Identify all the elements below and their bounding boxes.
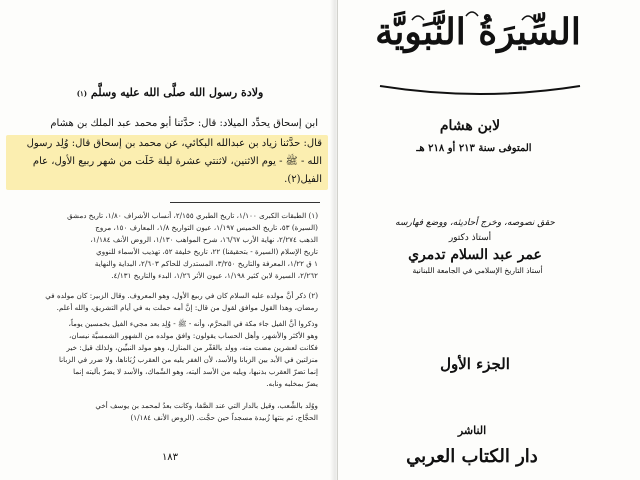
highlighted-line: الله - ﷺ - يوم الاثنين، لاثنتي عشرة ليلة خَلَت من شهر ربيع الأول، عام — [32, 156, 322, 167]
footnote-line: (١) الطبقات الكبرى ١/١٠٠، تاريخ الطبري ٢/١٥٥، أنساب الأشراف ١/٨٠، تاريخ دمشق — [67, 211, 318, 220]
footnote-line: (٢) ذكر أنَّ مولده عليه السلام كان في ربيع الأول، وهو المعروف. وقال الزبير: كان مولده في — [45, 291, 318, 300]
footnote-line: منزلتين في الأبد بين الزبانا والأسد، لأن الغفر يليه من العقرب زُبَاناها، ولا ضرر في الزبانا — [58, 355, 318, 364]
footnote-line: الذهب ٢/٢٧٤، نهاية الأرب ١٦/٦٧، شرح المواهب ١/١٣٠، الروض الأنف ١/١٨٤، — [90, 235, 318, 244]
intro-line: ابن إسحاق يحدِّد الميلاد: قال: حدَّثنا أبو محمد عبد الملك بن هشام — [50, 118, 318, 129]
footnote-line: وهو الأكثر والأشهر، وأهل الحساب يقولون: وافق مولده من الشهور الشمسيَّة نيسان، — [69, 331, 318, 340]
book-title: السِّيرَةُ النَّبَويَّة — [375, 11, 581, 53]
footnote-line: ١ ق ١/٢٢، المعرفة والتاريخ ٣/٢٥٠، المستدرك للحاكم ٢/٦٠٣، البداية والنهاية — [94, 259, 318, 268]
author-death-date: المتوفى سنة ٢١٣ أو ٢١٨ هـ — [416, 143, 532, 154]
footnote-line: يضرّ بمخلبه ونابه. — [266, 379, 318, 388]
chapter-heading — [40, 86, 300, 99]
volume-label: الجزء الأول — [440, 355, 510, 373]
edition-credit: حقق نصوصه، وخرج أحاديثه، ووضع فهارسه — [395, 218, 555, 228]
footnote-line: فكانت لعشرين مضت منه، وولد بالغَفْر من المنازل، وهو مولد النبيِّين، ولذلك قيل: خير — [66, 343, 318, 352]
page-number: ١٨٣ — [161, 452, 179, 463]
footnote-line: رمضان، وهذا القول موافق لقول من قال: إنَّ أمه حملت به في أيام التشريق، والله أعلم. — [56, 303, 318, 312]
highlighted-line: قال: حدَّثنا زياد بن عبدالله البكائي، عن محمد بن إسحاق قال: وُلِد رسول — [26, 138, 322, 149]
publisher-name: دار الكتاب العربي — [406, 446, 538, 467]
editor-name: عمر عبد السلام تدمري — [408, 247, 542, 263]
footnote-line: (السيرة) ٥٣، تاريخ الخميس ١/١٩٧، عيون التواريخ ١/٨، المعارف ١٥٠، مروج — [95, 223, 318, 232]
footnote-line: إنما تضرّ العقرب بذنبها، ويليه من الأسد أليته، وهو السِّماك، والأسد لا يضرّ بأليته إنما — [73, 367, 318, 376]
editor-affiliation: أستاذ التاريخ الإسلامي في الجامعة اللبنانية — [412, 266, 543, 275]
chapter-heading-text: ولادة رسول الله صلَّى الله عليه وسلَّم — [90, 86, 264, 99]
footnote-line: تاريخ الإسلام (السيرة - بتحقيقنا) ٢٢، تاريخ خليفة ٥٢، تهذيب الأسماء للنووي — [96, 247, 318, 256]
footnote-line: الحجَّاج، ثم بنتها زُبيدة مسجداً حين حجَّت. (الروض الأنف ١/١٨٤) — [130, 413, 318, 422]
footnote-line: وذكروا أنَّ الفيل جاء مكة في المحرَّم، وأنه - ﷺ - وُلِد بعد مجيء الفيل بخمسين يوماً، — [68, 319, 318, 328]
highlighted-line: الفيل(٢). — [284, 174, 322, 185]
footnote-line: ٢/٢٦٢، السيرة لابن كثير ١/١٩٨، عيون الأثر ١/٢٦، البدء والتاريخ ٤/١٣١. — [111, 271, 318, 280]
footnote-divider — [170, 202, 320, 203]
chapter-note-marker: (١) — [76, 89, 88, 98]
editor-title: أستاذ دكتور — [448, 233, 492, 243]
author-name: لابن هشام — [439, 118, 501, 134]
publisher-label: الناشر — [457, 424, 487, 437]
footnote-line: ووُلد بالشِّعب، وقيل بالدار التي عند الصَّفا، وكانت بعدُ لمحمد بن يوسف أخي — [95, 401, 318, 410]
